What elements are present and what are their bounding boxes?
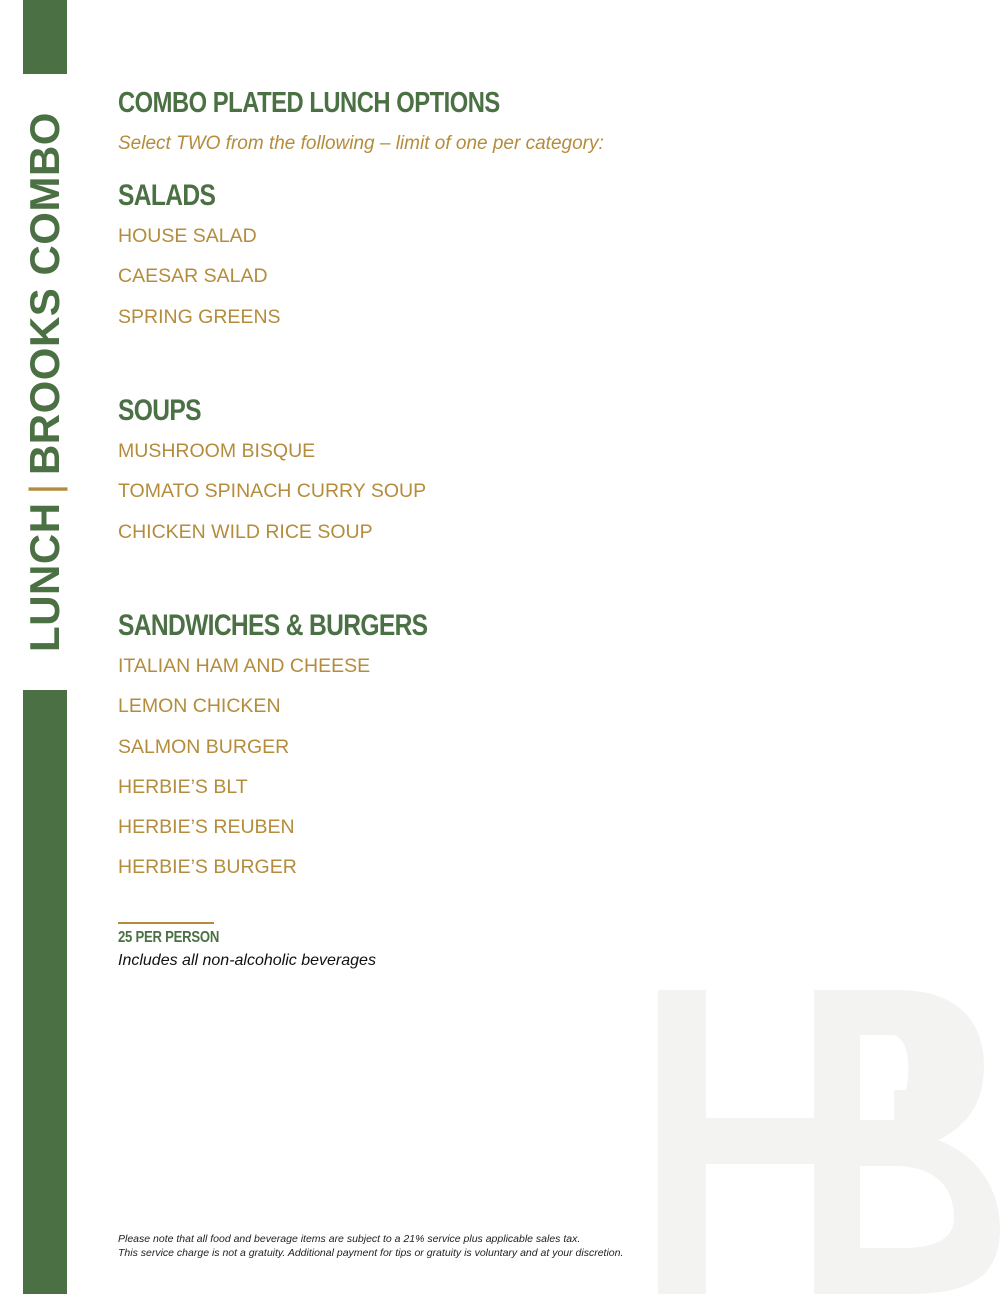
item-list [118, 224, 281, 345]
category-heading: SOUPS [118, 394, 201, 427]
menu-item: MUSHROOM BISQUE [118, 440, 316, 462]
item-list [118, 654, 495, 896]
category-heading: SALADS [118, 179, 216, 212]
hb-watermark-logo [658, 990, 1000, 1294]
menu-item: CAESAR SALAD [118, 265, 268, 288]
side-title-lunch: LUNCH [21, 502, 68, 652]
category-heading: SANDWICHES & BURGERS [118, 609, 428, 642]
side-band-bottom [23, 690, 67, 1294]
side-title-brooks-combo: BROOKS COMBO [21, 112, 68, 476]
disclaimer-line-2: This service charge is not a gratuity. Additional payment for tips or gratuity is voluntary and at your discretion. [118, 1247, 624, 1259]
selection-instructions: Select TWO from the following – limit of one per category: [118, 133, 604, 154]
side-title-separator: | [21, 483, 68, 495]
menu-item: HERBIE’S REUBEN [118, 816, 295, 839]
price-note: Includes all non-alcoholic beverages [118, 952, 376, 969]
menu-header [118, 86, 978, 156]
menu-item: LEMON CHICKEN [118, 695, 281, 718]
menu-item: SPRING GREENS [118, 305, 281, 328]
menu-item: TOMATO SPINACH CURRY SOUP [118, 480, 427, 503]
menu-item: HOUSE SALAD [118, 225, 257, 247]
price-per-person: 25 PER PERSON [118, 929, 220, 946]
service-charge-disclaimer [118, 1232, 623, 1260]
menu-item: HERBIE’S BURGER [118, 856, 297, 879]
category-salads [118, 178, 281, 345]
side-title [21, 112, 68, 652]
menu-item: CHICKEN WILD RICE SOUP [118, 520, 373, 543]
menu-item: SALMON BURGER [118, 735, 290, 758]
menu-item: HERBIE’S BLT [118, 775, 248, 798]
item-list [118, 439, 426, 560]
price-divider [118, 922, 214, 924]
menu-item: ITALIAN HAM AND CHEESE [118, 655, 371, 677]
disclaimer-line-1: Please note that all food and beverage items are subject to a 21% service plus applicable sales tax. [118, 1233, 581, 1245]
category-soups [118, 393, 426, 560]
category-sandwiches-burgers [118, 608, 495, 896]
side-band-top [23, 0, 67, 74]
page-title: COMBO PLATED LUNCH OPTIONS [118, 87, 500, 119]
